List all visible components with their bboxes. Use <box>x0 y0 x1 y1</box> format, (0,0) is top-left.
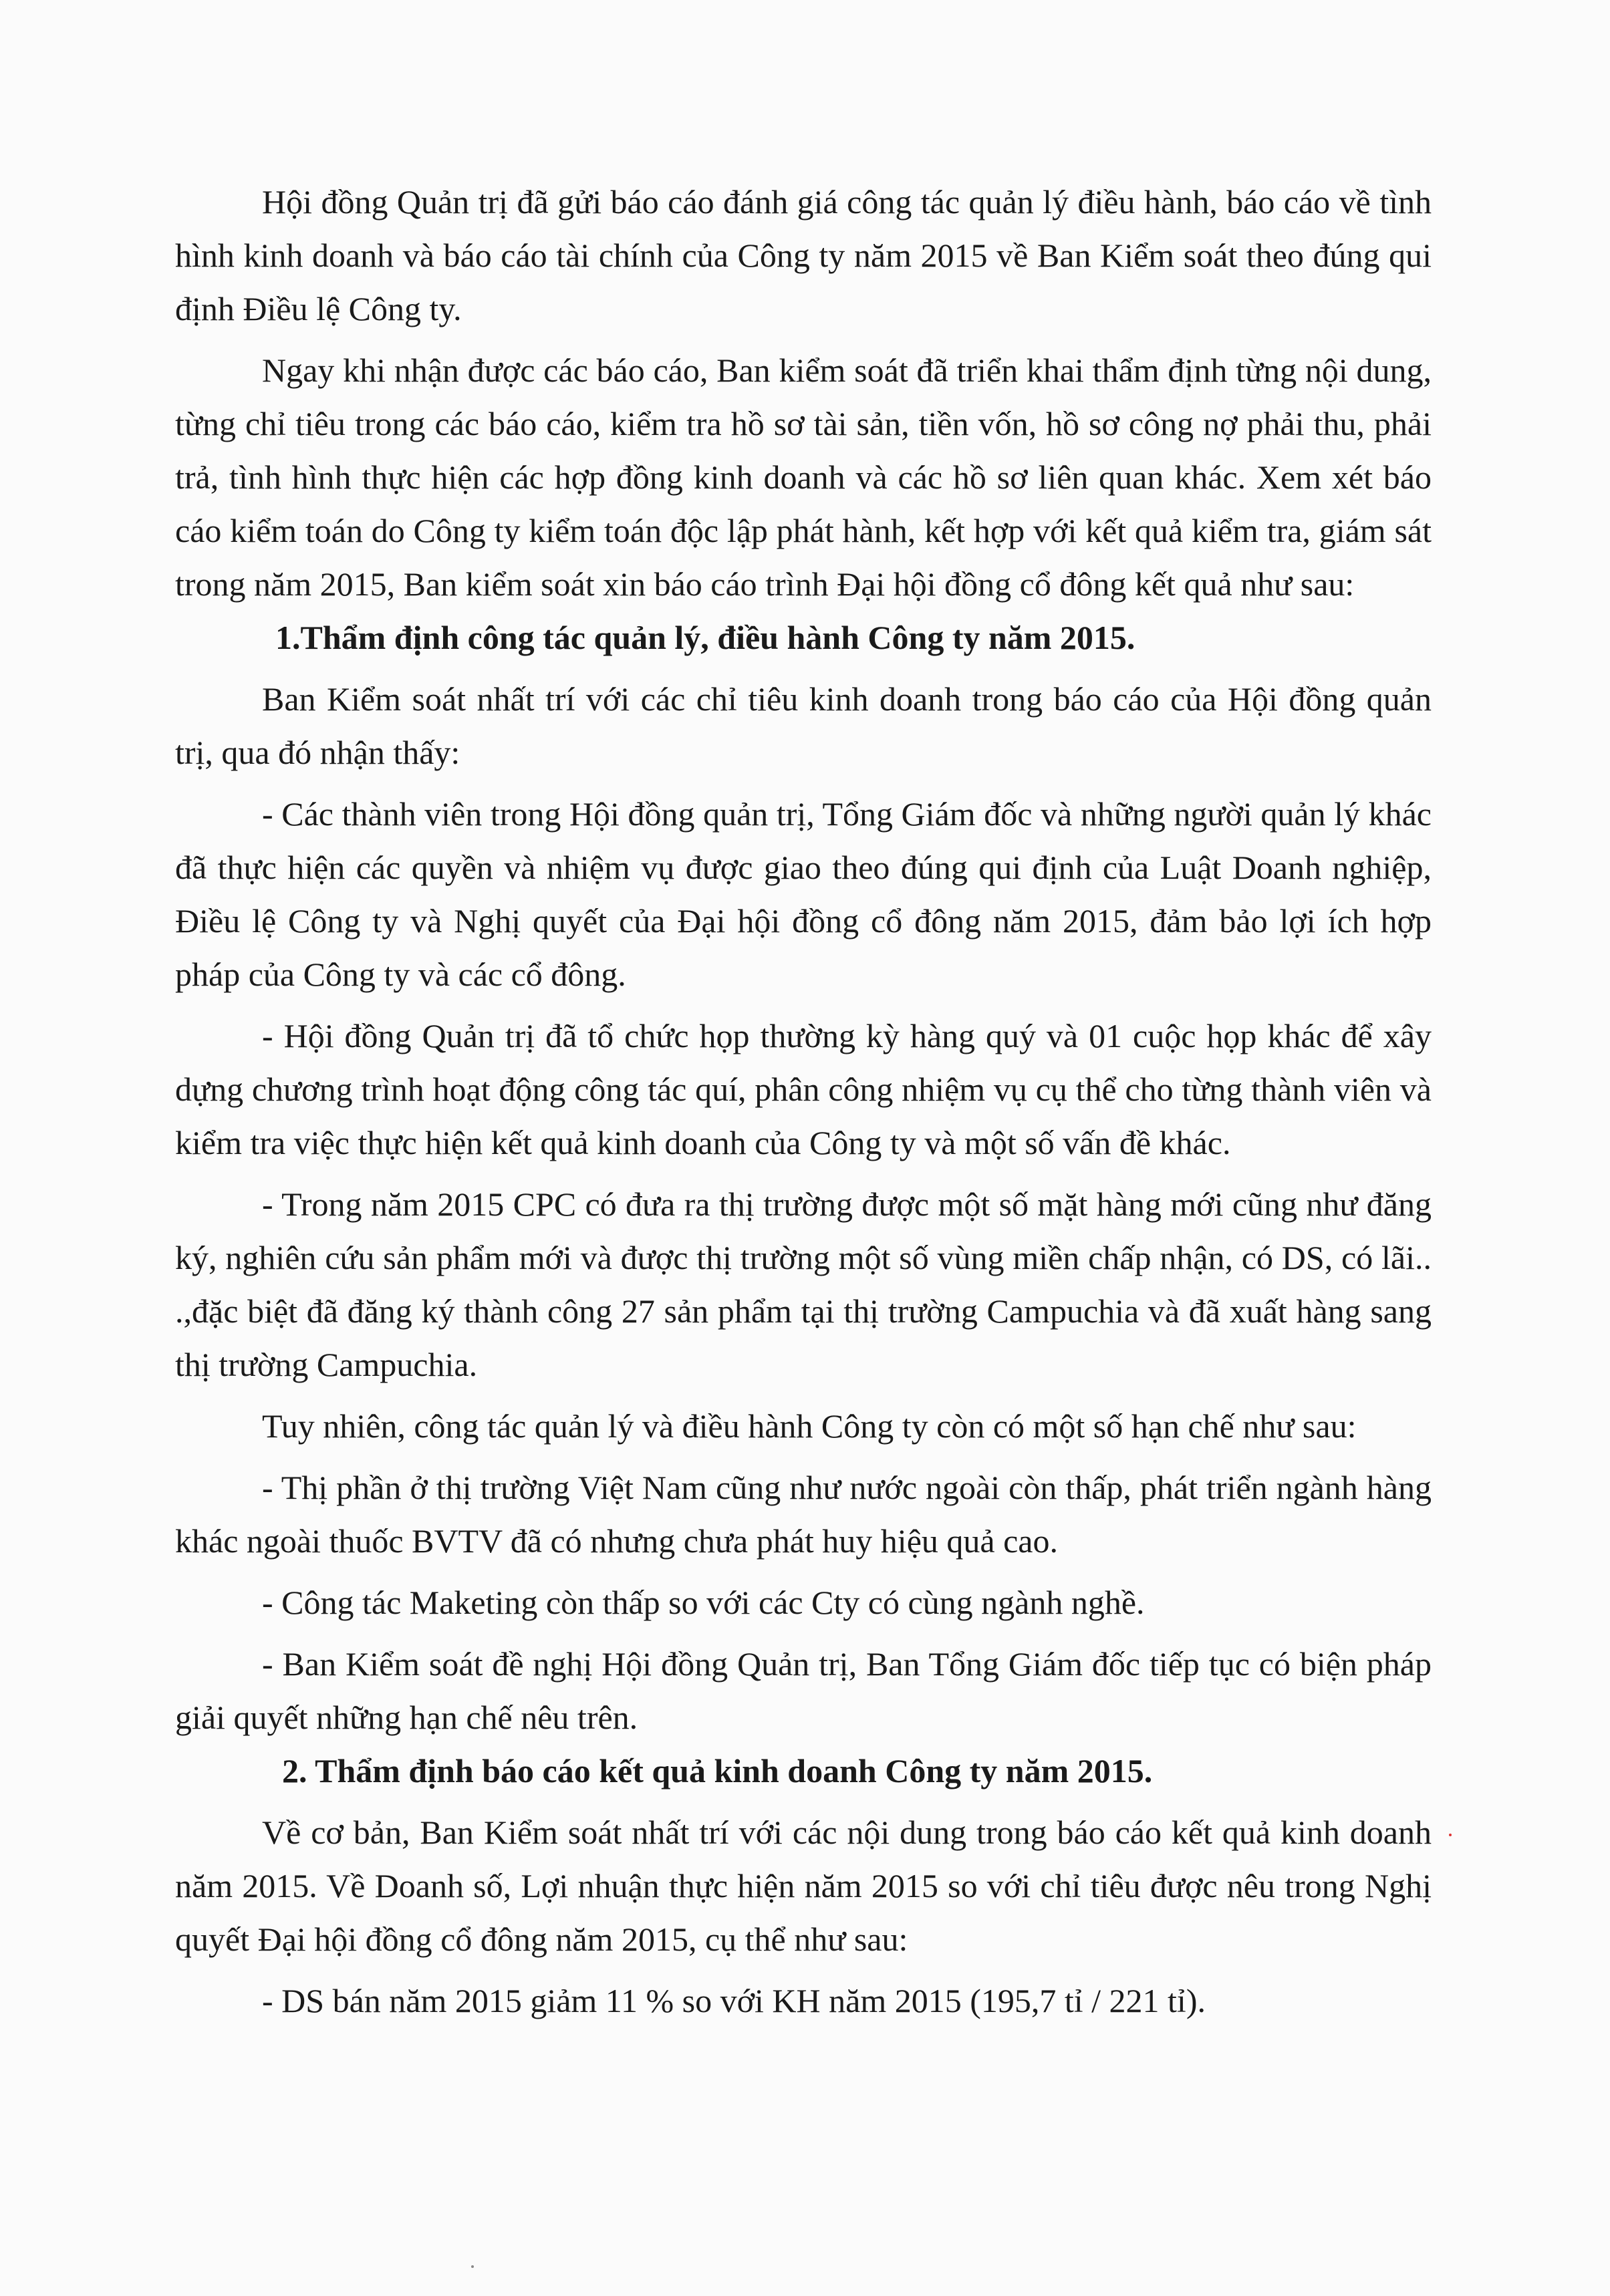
paragraph-business-results: Về cơ bản, Ban Kiểm soát nhất trí với các nội dung trong báo cáo kết quả kinh doanh năm 2015. Về Doanh số, Lợi nhuận thực hiện năm 2015 so với chỉ tiêu được nêu trong Nghị quyết Đại hội đồng cổ đông năm 2015, cụ thể như sau: <box>175 1814 1432 1958</box>
paragraph-agreement: Ban Kiểm soát nhất trí với các chỉ tiêu kinh doanh trong báo cáo của Hội đồng quản trị, qua đó nhận thấy: <box>175 680 1432 771</box>
section-heading-2: 2. Thẩm định báo cáo kết quả kinh doanh Công ty năm 2015. <box>282 1752 1153 1789</box>
scan-speck <box>471 2265 474 2268</box>
bullet-sales-decrease: - DS bán năm 2015 giảm 11 % so với KH năm 2015 (195,7 tỉ / 221 tỉ). <box>262 1982 1206 2019</box>
scan-speck <box>1449 1834 1452 1836</box>
bullet-recommendation: - Ban Kiểm soát đề nghị Hội đồng Quản trị, Ban Tổng Giám đốc tiếp tục có biện pháp giải quyết những hạn chế nêu trên. <box>175 1645 1432 1736</box>
bullet-market-share: - Thị phần ở thị trường Việt Nam cũng như nước ngoài còn thấp, phát triển ngành hàng khác ngoài thuốc BVTV đã có nhưng chưa phát huy hiệu quả cao. <box>175 1469 1432 1560</box>
paragraph-intro: Hội đồng Quản trị đã gửi báo cáo đánh giá công tác quản lý điều hành, báo cáo về tình hình kinh doanh và báo cáo tài chính của Công ty năm 2015 về Ban Kiểm soát theo đúng qui định Điều lệ Công ty. <box>175 183 1432 327</box>
section-heading-1: 1.Thẩm định công tác quản lý, điều hành Công ty năm 2015. <box>275 619 1135 656</box>
bullet-members-duties: - Các thành viên trong Hội đồng quản trị, Tổng Giám đốc và những người quản lý khác đã thực hiện các quyền và nhiệm vụ được giao theo đúng qui định của Luật Doanh nghiệp, Điều lệ Công ty và Nghị quyết của Đại hội đồng cổ đông năm 2015, đảm bảo lợi ích hợp pháp của Công ty và các cổ đông. <box>175 795 1432 993</box>
bullet-marketing: - Công tác Maketing còn thấp so với các Cty có cùng ngành nghề. <box>262 1584 1145 1621</box>
paragraph-review-process: Ngay khi nhận được các báo cáo, Ban kiểm soát đã triển khai thẩm định từng nội dung, từng chỉ tiêu trong các báo cáo, kiểm tra hồ sơ tài sản, tiền vốn, hồ sơ công nợ phải thu, phải trả, tình hình thực hiện các hợp đồng kinh doanh và các hồ sơ liên quan khác. Xem xét báo cáo kiểm toán do Công ty kiểm toán độc lập phát hành, kết hợp với kết quả kiểm tra, giám sát trong năm 2015, Ban kiểm soát xin báo cáo trình Đại hội đồng cổ đông kết quả như sau: <box>175 351 1432 603</box>
paragraph-limitations: Tuy nhiên, công tác quản lý và điều hành Công ty còn có một số hạn chế như sau: <box>262 1407 1357 1445</box>
document-body <box>175 175 1432 2027</box>
bullet-new-products: - Trong năm 2015 CPC có đưa ra thị trường được một số mặt hàng mới cũng như đăng ký, nghiên cứu sản phẩm mới và được thị trường một số vùng miền chấp nhận, có DS, có lãi.. .,đặc biệt đã đăng ký thành công 27 sản phẩm tại thị trường Campuchia và đã xuất hàng sang thị trường Campuchia. <box>175 1185 1432 1383</box>
bullet-board-meetings: - Hội đồng Quản trị đã tổ chức họp thường kỳ hàng quý và 01 cuộc họp khác để xây dựng chương trình hoạt động công tác quí, phân công nhiệm vụ cụ thể cho từng thành viên và kiểm tra việc thực hiện kết quả kinh doanh của Công ty và một số vấn đề khác. <box>175 1017 1432 1161</box>
